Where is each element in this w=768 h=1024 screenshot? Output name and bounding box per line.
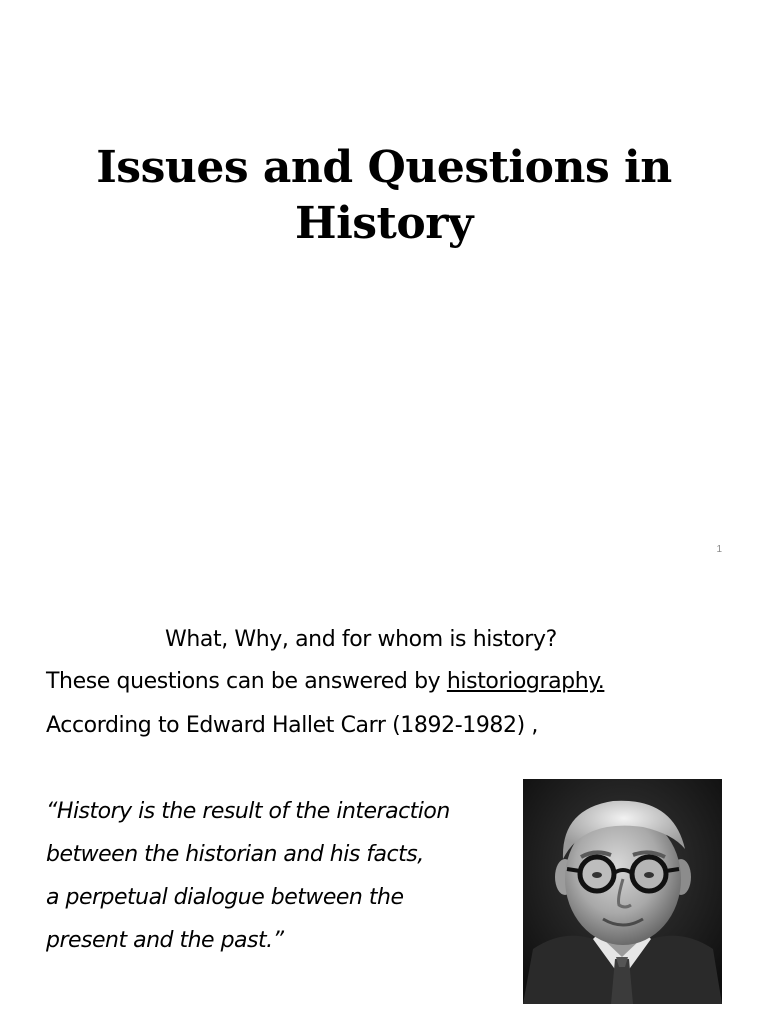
carr-portrait-photo — [523, 779, 722, 1004]
carr-quote — [46, 790, 450, 962]
quote-line: present and the past.” — [46, 928, 284, 953]
intro-question: What, Why, and for whom is history? — [165, 627, 557, 652]
carr-attribution: According to Edward Hallet Carr (1892-1982) , — [46, 713, 538, 738]
historiography-link[interactable]: historiography. — [446, 669, 605, 694]
quote-line: between the historian and his facts, — [46, 842, 424, 867]
answer-text: These questions can be answered by — [46, 669, 447, 694]
portrait-illustration — [523, 779, 722, 1004]
quote-line: “History is the result of the interaction — [46, 799, 450, 824]
answer-line — [46, 668, 604, 696]
content-slide — [0, 576, 768, 1024]
quote-line: a perpetual dialogue between the — [46, 885, 404, 910]
slide-title: Issues and Questions in History — [96, 142, 672, 249]
page-number: 1 — [716, 544, 722, 555]
